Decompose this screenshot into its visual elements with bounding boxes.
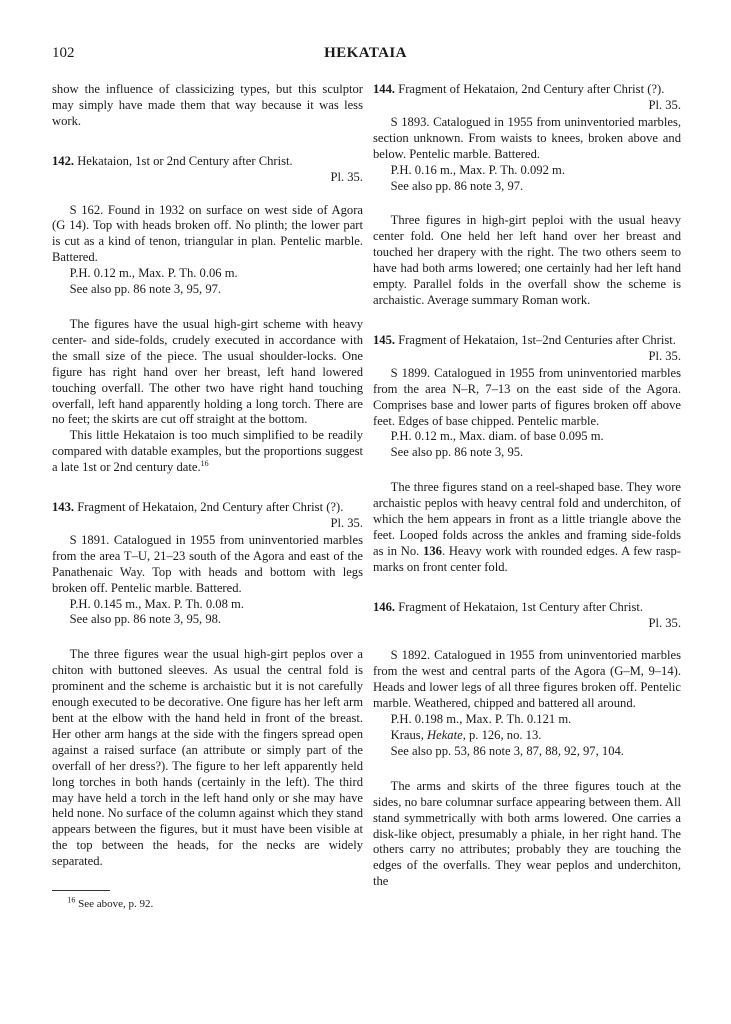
entry-142-description-2-text: This little Hekataion is too much simplified to be readily compared with datable examples, but the proportions suggest a late 1st or 2nd century date. (52, 428, 363, 475)
entry-146-dimensions: P.H. 0.198 m., Max. P. Th. 0.121 m. (390, 712, 572, 727)
page-number: 102 (52, 45, 75, 61)
entry-145-plate: Pl. 35. (648, 348, 681, 363)
footnote-16-number: 16 (67, 895, 76, 905)
entry-145-description-b: . Heavy work with rounded edges. A few rasp-marks on front center fold. (373, 543, 682, 574)
entry-146-reference-title: Hekate (427, 728, 463, 742)
entry-146-reference-rest: , p. 126, no. 13. (462, 728, 542, 742)
entry-144-plate: Pl. 35. (648, 97, 681, 112)
entry-145-dimensions: P.H. 0.12 m., Max. diam. of base 0.095 m. (390, 429, 604, 444)
entry-146-description: The arms and skirts of the three figures touch at the sides, no bare columnar surface appearing between them. All stand symmetrically with both arms lowered. One carries a disk-like object, presumably a phiale, in her right hand. The others carry no attributes; probably they are touching the edges of the overfalls. They wear peplos and underchiton, the (373, 778, 681, 889)
entry-145-description (373, 480, 681, 575)
entry-146-reference (373, 728, 681, 744)
footnote-16 (52, 897, 363, 911)
entry-143-title: Fragment of Hekataion, 2nd Century after Christ (?). (77, 500, 344, 515)
entry-143-see-also: See also pp. 86 note 3, 95, 98. (69, 612, 222, 627)
entry-144-see-also: See also pp. 86 note 3, 97. (390, 178, 524, 193)
entry-142-description-2 (52, 428, 363, 476)
running-head: HEKATAIA (324, 45, 407, 61)
entry-146-reference-author: Kraus, (390, 728, 424, 742)
entry-143-number: 143. (52, 500, 75, 515)
entry-144-heading (373, 82, 681, 112)
entry-144-catalog: S 1893. Catalogued in 1955 from uninventoried marbles, section unknown. From waists to knees, broken above and below. Pentelic marble. Battered. (373, 114, 681, 161)
entry-142-catalog: S 162. Found in 1932 on surface on west side of Agora (G 14). Top with heads broken off. No plinth; the lower part is cut as a kind of tenon, triangular in plan. Pentelic marble. Battered. (52, 202, 363, 265)
entry-145-ref-number: 136 (423, 543, 442, 558)
intro-paragraph: show the influence of classicizing types, but this sculptor may simply have made them that way because it was less work. (52, 82, 363, 128)
page-header (52, 45, 679, 67)
entry-146-see-also: See also pp. 53, 86 note 3, 87, 88, 92, 97, 104. (390, 743, 624, 758)
entry-143-catalog: S 1891. Catalogued in 1955 from uninventoried marbles from the area T–U, 21–23 south of the Agora and east of the Panathenaic Way. Top with heads and bottom with legs broken off. Pentelic marble. Battered. (52, 532, 363, 595)
entry-144-number: 144. (373, 82, 396, 96)
entry-142-see-also: See also pp. 86 note 3, 95, 97. (69, 282, 222, 297)
entry-146-plate: Pl. 35. (648, 615, 681, 630)
entry-144-dimensions: P.H. 0.16 m., Max. P. Th. 0.092 m. (390, 162, 565, 177)
entry-143-plate: Pl. 35. (330, 515, 363, 530)
footnote-16-text: See above, p. 92. (78, 898, 154, 911)
entry-143-dimensions: P.H. 0.145 m., Max. P. Th. 0.08 m. (69, 596, 244, 611)
entry-146-catalog: S 1892. Catalogued in 1955 from uninventoried marbles from the west and central parts of the Agora (G–M, 9–14). Heads and lower legs of all three figures broken off. Pentelic marble. Weathered, chipped and battered all around. (373, 648, 681, 711)
entry-145-catalog: S 1899. Catalogued in 1955 from uninventoried marbles from the area N–R, 7–13 on the east side of the Agora. Comprises base and lower parts of figures broken off above feet. Edges of base chipped. Pentelic marble. (373, 365, 681, 428)
entry-145-see-also: See also pp. 86 note 3, 95. (390, 445, 524, 460)
entry-144-title: Fragment of Hekataion, 2nd Century after Christ (?). (398, 82, 665, 96)
entry-142-heading (52, 154, 363, 186)
entry-146-number: 146. (373, 599, 396, 614)
entry-142-title: Hekataion, 1st or 2nd Century after Christ. (77, 153, 293, 168)
entry-143-description: The three figures wear the usual high-girt peplos over a chiton with buttoned sleeves. As usual the central fold is prominent and the scheme is archaistic but it is not carefully enough executed to be decorative. One figure has her left arm bent at the elbow with the hand held in front of the breast. Her other arm hangs at the side with the fingers spread open against a raised surface (an attribute or simply part of the overfall of her dress?). The figure to her left apparently held long torches in both hands (certainly in the left). The third may have held a torch in the left hand only or she may have held none. No surface of the column against which they stand appears between the figures, but it must have been visible at the top between the heads, for the necks are widely separated. (52, 647, 363, 869)
entry-142-plate: Pl. 35. (330, 169, 363, 184)
footnote-divider (52, 890, 110, 891)
footnote-ref-16: 16 (200, 458, 209, 468)
entry-145-heading (373, 332, 681, 363)
entry-142-description: The figures have the usual high-girt scheme with heavy center- and side-folds, crudely executed in accordance with the small size of the piece. The usual shoulder-locks. One figure has right hand over her breast, left hand lowered touching overfall. The other two have right hand touching overfall, left hand apparently holding a long torch. There are no feet; the skirts are cut off straight at the bottom. (52, 316, 363, 427)
right-column (373, 82, 681, 890)
left-column (52, 82, 363, 911)
entry-146-title: Fragment of Hekataion, 1st Century after Christ. (398, 599, 644, 614)
entry-145-title: Fragment of Hekataion, 1st–2nd Centuries after Christ. (398, 332, 676, 347)
entry-142-dimensions: P.H. 0.12 m., Max. P. Th. 0.06 m. (69, 266, 238, 281)
entry-143-heading (52, 500, 363, 530)
entry-144-description: Three figures in high-girt peploi with the usual heavy center fold. One held her left hand over her breast and touched her drapery with the right. The two others seem to have had both arms lowered; one certainly had her left hand empty. Parallel folds in the overfall show the scheme is archaistic. Average summary Roman work. (373, 213, 681, 307)
entry-145-description-a: The three figures stand on a reel-shaped base. They wore archaistic peplos with heavy central fold and underchiton, of which the hem appears in front as a little triangle above the feet. Looped folds across the ankles and framing side-folds as in No. (373, 480, 681, 558)
entry-145-number: 145. (373, 332, 396, 347)
entry-142-number: 142. (52, 153, 75, 168)
entry-146-heading (373, 600, 681, 632)
